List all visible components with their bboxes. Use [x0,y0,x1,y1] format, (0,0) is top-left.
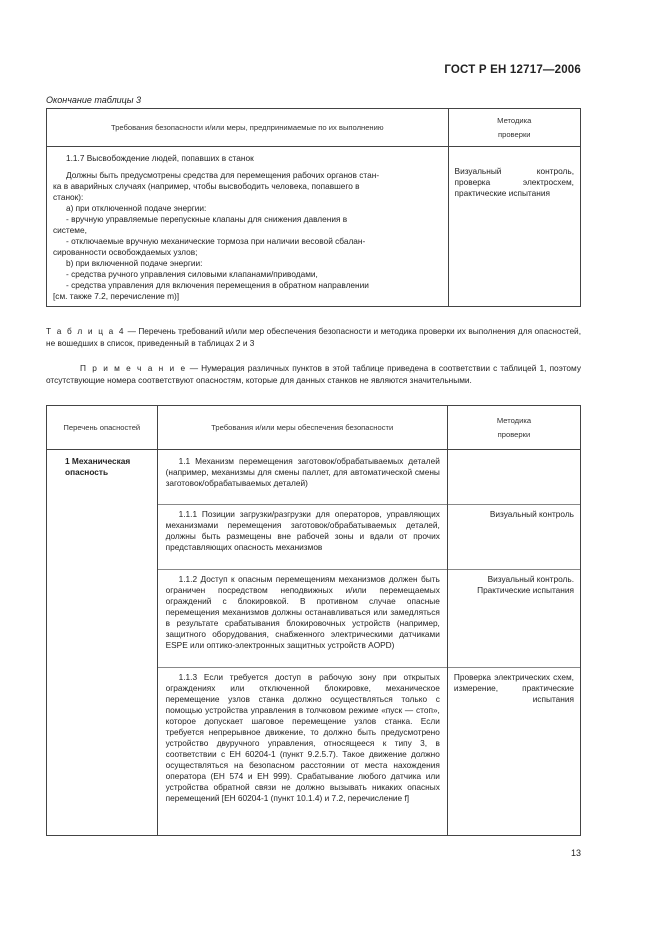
column-header-method-line2: проверки [498,130,531,139]
table-4-note [46,362,581,386]
hazard-cell [47,450,158,836]
hazard-title: 1 Механическая опасность [65,456,131,477]
text-line: - средства ручного управления силовыми клапанами/приводами, [66,269,318,279]
section-title: 1.1.7 Высвобождение людей, попавших в станок [66,153,254,163]
table-4-caption [46,325,581,349]
column-header-hazards: Перечень опасностей [47,406,158,450]
item-1-1-1: 1.1.1 Позиции загрузки/разгрузки для операторов, управляющих механизмами перемещения заготовок/обрабатываемых деталей, должны быть размещены вне рабочей зоны и вдали от прочих представляющих опасность механизмов [165,509,440,552]
column-header-requirements: Требования и/или меры обеспечения безопасности [157,406,447,450]
note-text: — Нумерация различных пунктов в этой таблице приведена в соответствии с таблицей 1, поэтому отсутствующие номера соответствуют опасностям, которые для данных станков не являются значительными. [46,363,581,385]
text-line: ка в аварийных случаях (например, чтобы высвободить человека, попавшего в [53,181,360,191]
text-line: станок): [53,192,84,202]
column-header-method-line1: Методика [496,416,532,425]
text-line: системе, [53,225,87,235]
item-1-1-3: 1.1.3 Если требуется доступ в рабочую зону при открытых ограждениях или отключенной блокировке, механическое перемещение узлов станка должно осуществляться только с помощью устройства управления в толчковом режиме «пуск — стоп», которое допускает шаговое перемещение узлов станка. Если требуется непрерывное движение, то должно быть предусмотрено устройство двуручного управления, относящееся к типу 3, в соответствии с ЕН 60204-1 (пункт 9.2.5.7). Такое движение должно осуществляться на безопасном расстоянии от места нахождения оператора (ЕН 574 и ЕН 999). Срабатывание любого датчика или устройства обратной связи не должно вызывать никаких опасных перемещений [ЕН 60204-1 (пункт 10.1.4) и 7.2, перечисление f] [165,672,440,803]
column-header-requirements: Требования безопасности и/или меры, предпринимаемые по их выполнению [47,109,449,147]
method-cell: Визуальный контроль, проверка электросхем, практические испытания [448,147,580,307]
text-line: сированности освобождаемых узлов; [53,247,198,257]
table-4-caption-prefix: Т а б л и ц а 4 [46,326,126,336]
column-header-method [448,109,580,147]
text-line: Должны быть предусмотрены средства для перемещения рабочих органов стан- [66,170,380,180]
method-cell [447,450,580,836]
requirements-cell [47,147,449,307]
method-1-1-2: Визуальный контроль. Практические испытания [477,574,574,595]
method-1-1-3: Проверка электрических схем, измерение, практические испытания [453,672,574,704]
requirements-cell [157,450,447,836]
text-line: [см. также 7.2, перечисление m)] [53,291,180,301]
table-4-caption-text: — Перечень требований и/или мер обеспечения безопасности и методика проверки их выполнения для опасностей, не вошедших в список, приведенный в таблицах 2 и 3 [46,326,581,348]
table-4 [46,405,581,836]
method-1-1-1: Визуальный контроль [489,509,574,519]
item-1-1-2: 1.1.2 Доступ к опасным перемещениям механизмов должен быть ограничен посредством неподвижных и/или перемещаемых ограждений с блокировкой. В противном случае опасные перемещения механизмов должны останавливаться или замедляться в результате срабатывания блокировочных устройств (например, защитного оборудования, снабженного электрическими датчиками ESPE или оптико-электронных защитных устройств AOPD) [165,574,440,650]
column-header-method-line2: проверки [497,430,531,439]
requirements-text [53,170,442,302]
column-header-method [447,406,580,450]
method-1-1 [454,450,574,504]
table-continuation-label: Окончание таблицы 3 [46,95,141,105]
text-line: а) при отключенной подаче энергии: [66,203,207,213]
table-3-end [46,108,581,307]
text-line: - отключаемые вручную механические тормоза при наличии весовой сбалан- [66,236,366,246]
text-line: - средства управления для включения перемещения в обратном направлении [66,280,369,290]
standard-designation: ГОСТ Р ЕН 12717—2006 [444,64,581,76]
text-line: - вручную управляемые перепускные клапаны для снижения давления в [66,214,348,224]
item-1-1: 1.1 Механизм перемещения заготовок/обрабатываемых деталей (например, механизмы для смены паллет, для автоматической смены заготовок/обрабатываемых деталей) [165,456,440,488]
note-prefix: П р и м е ч а н и е [80,363,187,373]
page-number: 13 [570,848,581,858]
text-line: b) при включенной подаче энергии: [66,258,203,268]
column-header-method-line1: Методика [497,116,532,125]
